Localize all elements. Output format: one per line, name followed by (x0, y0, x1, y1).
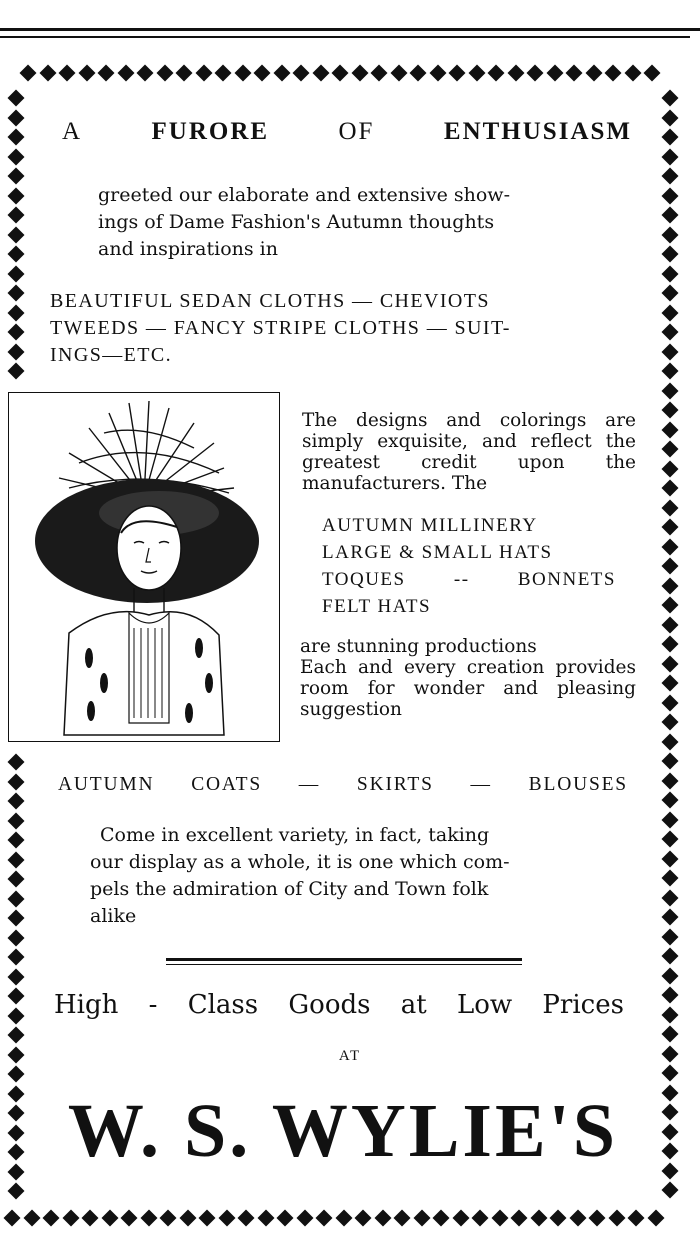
border-diamond (662, 967, 679, 984)
designs-paragraph: The designs and colorings are simply exquisite, and reflect the greatest credit upon the manufacturers. The (302, 410, 636, 494)
border-diamond (371, 65, 388, 82)
border-diamond (8, 1007, 25, 1024)
border-diamond (179, 1210, 196, 1227)
border-diamond (312, 65, 329, 82)
border-diamond (121, 1210, 138, 1227)
border-diamond (566, 65, 583, 82)
headline-word: OF (338, 118, 375, 145)
border-diamond (8, 968, 25, 985)
woman-in-hat-icon (9, 393, 279, 740)
border-diamond (662, 772, 679, 789)
cloths-list (50, 288, 635, 369)
variety-line: our display as a whole, it is one which com- (90, 851, 510, 873)
border-diamond (530, 1210, 547, 1227)
coats-item: COATS (191, 774, 262, 795)
border-diamond (662, 870, 679, 887)
border-diamond (8, 812, 25, 829)
border-diamond (8, 910, 25, 927)
border-diamond (662, 343, 679, 360)
cloths-line: TWEEDS — FANCY STRIPE CLOTHS — SUIT- (50, 317, 511, 339)
border-diamond (472, 1210, 489, 1227)
border-diamond (662, 1162, 679, 1179)
border-diamond (662, 324, 679, 341)
border-diamond (662, 675, 679, 692)
border-diamond (662, 363, 679, 380)
border-diamond (8, 754, 25, 771)
border-diamond (662, 246, 679, 263)
border-diamond (234, 65, 251, 82)
border-diamond (662, 480, 679, 497)
tagline-word: Prices (542, 990, 624, 1020)
bonnets-label: BONNETS (517, 569, 616, 590)
border-diamond (8, 929, 25, 946)
border-diamond (137, 65, 154, 82)
border-diamond (662, 909, 679, 926)
headline-word: FURORE (151, 118, 270, 145)
border-diamond (662, 382, 679, 399)
border-diamond (662, 577, 679, 594)
border-diamond (550, 1210, 567, 1227)
divider-rule (166, 958, 522, 961)
border-diamond (8, 343, 25, 360)
border-diamond (511, 1210, 528, 1227)
border-diamond (662, 226, 679, 243)
border-diamond (662, 558, 679, 575)
border-diamond (332, 65, 349, 82)
store-name: W. S. WYLIE'S (67, 1089, 619, 1173)
border-diamond (160, 1210, 177, 1227)
border-diamond (117, 65, 134, 82)
border-diamond (8, 90, 25, 107)
border-diamond (394, 1210, 411, 1227)
border-diamond (662, 987, 679, 1004)
border-diamond (59, 65, 76, 82)
intro-line: ings of Dame Fashion's Autumn thoughts (98, 211, 495, 233)
border-diamond (257, 1210, 274, 1227)
border-diamond (218, 1210, 235, 1227)
tagline-word: Class (187, 990, 259, 1020)
tagline-word: Low (456, 990, 513, 1020)
border-diamond (589, 1210, 606, 1227)
border-diamond (8, 1163, 25, 1180)
intro-line: and inspirations in (98, 238, 278, 260)
border-diamond (468, 65, 485, 82)
border-diamond (662, 421, 679, 438)
variety-line: Come in excellent variety, in fact, taking (100, 824, 490, 846)
stunning-text: Each and every creation provides room for wonder and pleasing suggestion (300, 657, 636, 720)
coats-line (58, 774, 628, 796)
border-diamond (8, 148, 25, 165)
woman-in-hat-illustration (8, 392, 280, 742)
border-diamond (662, 1006, 679, 1023)
border-diamond (527, 65, 544, 82)
border-diamond (662, 148, 679, 165)
border-diamond (316, 1210, 333, 1227)
top-rule-thin (0, 36, 690, 38)
border-diamond (296, 1210, 313, 1227)
border-diamond (662, 129, 679, 146)
border-diamond (8, 1085, 25, 1102)
border-diamond (8, 109, 25, 126)
border-diamond (662, 636, 679, 653)
border-diamond (199, 1210, 216, 1227)
toques-label: TOQUES (322, 569, 406, 590)
border-diamond (140, 1210, 157, 1227)
intro-line: greeted our elaborate and extensive show- (98, 184, 510, 206)
border-diamond (662, 889, 679, 906)
border-diamond (662, 207, 679, 224)
border-diamond (662, 811, 679, 828)
border-diamond (351, 65, 368, 82)
intro-paragraph (98, 182, 598, 263)
border-diamond (78, 65, 95, 82)
coats-item: SKIRTS (356, 774, 434, 795)
border-diamond (8, 1105, 25, 1122)
border-diamond (608, 1210, 625, 1227)
border-diamond (98, 65, 115, 82)
border-diamond (662, 616, 679, 633)
border-diamond (662, 753, 679, 770)
tagline-word: Goods (288, 990, 371, 1020)
border-diamond (662, 733, 679, 750)
border-diamond (8, 246, 25, 263)
variety-paragraph (90, 822, 600, 930)
border-diamond (662, 90, 679, 107)
border-diamond (176, 65, 193, 82)
dash: -- (453, 569, 470, 590)
border-diamond (662, 694, 679, 711)
border-diamond (433, 1210, 450, 1227)
border-diamond (8, 949, 25, 966)
tagline-word: High (54, 990, 119, 1020)
border-diamond (101, 1210, 118, 1227)
border-diamond (8, 187, 25, 204)
border-diamond (374, 1210, 391, 1227)
border-diamond (662, 499, 679, 516)
border-diamond (662, 441, 679, 458)
border-diamond (662, 655, 679, 672)
border-diamond (662, 850, 679, 867)
border-diamond (628, 1210, 645, 1227)
border-diamond (20, 65, 37, 82)
border-diamond (662, 1104, 679, 1121)
border-diamond (8, 129, 25, 146)
border-diamond (390, 65, 407, 82)
border-diamond (662, 402, 679, 419)
border-diamond (8, 1066, 25, 1083)
border-diamond (254, 65, 271, 82)
border-diamond (238, 1210, 255, 1227)
border-diamond (662, 538, 679, 555)
border-diamond (277, 1210, 294, 1227)
stunning-paragraph (300, 636, 636, 720)
border-diamond (624, 65, 641, 82)
border-diamond (39, 65, 56, 82)
millinery-line: LARGE & SMALL HATS (322, 542, 553, 563)
border-diamond (491, 1210, 508, 1227)
border-diamond (8, 363, 25, 380)
border-diamond (662, 109, 679, 126)
border-diamond (8, 1027, 25, 1044)
stunning-line: are stunning productions (300, 636, 537, 657)
border-diamond (662, 792, 679, 809)
border-diamond (662, 285, 679, 302)
variety-line: pels the admiration of City and Town folk (90, 878, 489, 900)
coats-item: BLOUSES (528, 774, 628, 795)
border-diamond (662, 1084, 679, 1101)
border-diamond (62, 1210, 79, 1227)
border-diamond (605, 65, 622, 82)
millinery-line: FELT HATS (322, 596, 432, 617)
border-diamond (662, 1123, 679, 1140)
border-diamond (8, 793, 25, 810)
cloths-line: INGS—ETC. (50, 344, 173, 366)
headline (62, 118, 632, 146)
border-diamond (8, 988, 25, 1005)
headline-word: A (62, 118, 83, 145)
border-diamond (507, 65, 524, 82)
border-diamond (8, 168, 25, 185)
coats-sep: — (298, 774, 321, 795)
tagline-word: - (148, 990, 158, 1020)
border-diamond (546, 65, 563, 82)
border-diamond (273, 65, 290, 82)
border-diamond (8, 226, 25, 243)
border-diamond (195, 65, 212, 82)
divider-rule-thin (166, 964, 522, 965)
top-rule (0, 28, 700, 31)
border-diamond (647, 1210, 664, 1227)
coats-item: AUTUMN (58, 774, 155, 795)
border-diamond (585, 65, 602, 82)
border-diamond (662, 1182, 679, 1199)
border-diamond (215, 65, 232, 82)
border-diamond (662, 265, 679, 282)
border-diamond (293, 65, 310, 82)
border-diamond (449, 65, 466, 82)
border-diamond (335, 1210, 352, 1227)
border-diamond (662, 928, 679, 945)
border-diamond (662, 168, 679, 185)
border-diamond (413, 1210, 430, 1227)
border-diamond (8, 285, 25, 302)
border-diamond (8, 832, 25, 849)
border-diamond (4, 1210, 21, 1227)
border-diamond (662, 714, 679, 731)
millinery-list (322, 512, 622, 620)
border-diamond (662, 948, 679, 965)
border-diamond (8, 324, 25, 341)
border-diamond (569, 1210, 586, 1227)
cloths-line: BEAUTIFUL SEDAN CLOTHS — CHEVIOTS (50, 290, 490, 312)
border-diamond (662, 519, 679, 536)
border-diamond (662, 187, 679, 204)
border-diamond (488, 65, 505, 82)
at-label: AT (338, 1048, 362, 1064)
border-diamond (8, 265, 25, 282)
border-diamond (8, 1144, 25, 1161)
border-diamond (156, 65, 173, 82)
headline-word: ENTHUSIASM (443, 118, 632, 145)
border-diamond (429, 65, 446, 82)
border-diamond (662, 460, 679, 477)
border-diamond (662, 304, 679, 321)
border-diamond (82, 1210, 99, 1227)
millinery-line (322, 566, 616, 593)
coats-sep: — (470, 774, 492, 795)
border-diamond (410, 65, 427, 82)
border-diamond (43, 1210, 60, 1227)
border-diamond (8, 890, 25, 907)
border-diamond (8, 1183, 25, 1200)
border-diamond (662, 1065, 679, 1082)
border-diamond (8, 851, 25, 868)
variety-line: alike (90, 905, 137, 927)
border-diamond (662, 831, 679, 848)
tagline-word: at (400, 990, 427, 1020)
border-diamond (8, 871, 25, 888)
border-diamond (452, 1210, 469, 1227)
border-diamond (644, 65, 661, 82)
tagline (54, 990, 624, 1020)
millinery-line: AUTUMN MILLINERY (322, 515, 538, 536)
border-diamond (662, 597, 679, 614)
border-diamond (8, 207, 25, 224)
border-diamond (662, 1143, 679, 1160)
border-diamond (8, 1124, 25, 1141)
border-diamond (355, 1210, 372, 1227)
border-diamond (23, 1210, 40, 1227)
border-diamond (662, 1026, 679, 1043)
border-diamond (8, 773, 25, 790)
border-diamond (8, 304, 25, 321)
